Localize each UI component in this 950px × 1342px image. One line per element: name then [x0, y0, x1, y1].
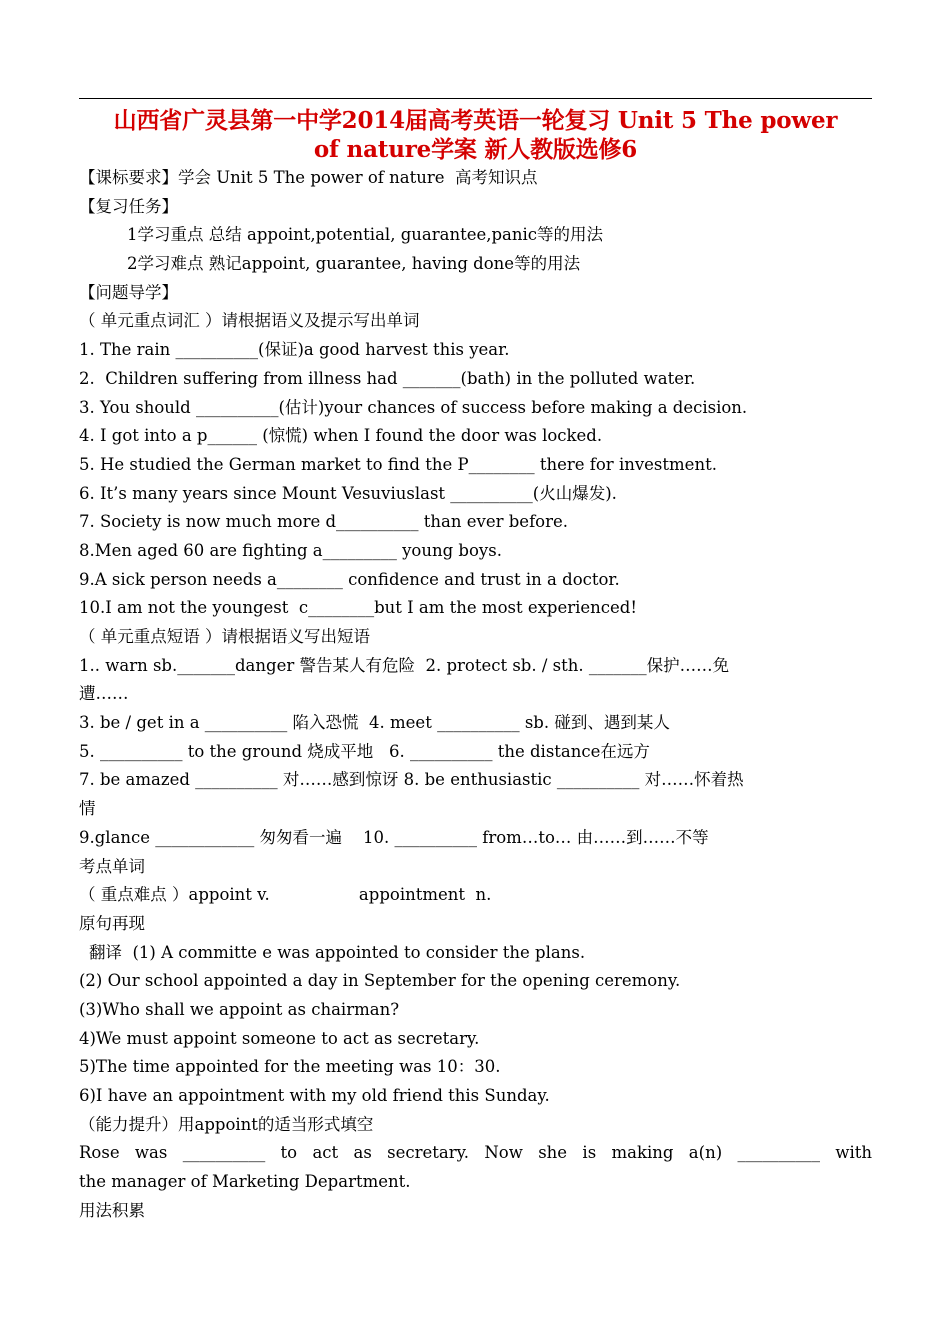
fill-in-exercise-line-1: Rose was __________ to act as secretary. Now she is making a(n) __________ with: [79, 1143, 872, 1163]
review-task-2: 2学习难点 熟记appoint, guarantee, having done等的用法: [127, 254, 581, 274]
document-title: [79, 106, 872, 164]
vocab-item-5: 5. He studied the German market to find the P________ there for investment.: [79, 454, 717, 474]
vocab-item-6: 6. It’s many years since Mount Vesuviuslast __________(火山爆发).: [79, 483, 617, 503]
document-body: [79, 164, 879, 1225]
vocab-item-2: 2. Children suffering from illness had _______(bath) in the polluted water.: [79, 368, 696, 388]
vocab-item-10: 10.I am not the youngest c________but I am the most experienced!: [79, 598, 637, 618]
key-word-appoint: （ 重点难点 ）appoint v. appointment n.: [79, 885, 492, 905]
key-words-heading: 考点单词: [79, 856, 145, 876]
translation-item-2: (2) Our school appointed a day in September for the opening ceremony.: [79, 971, 681, 991]
phrase-items-1-2-cont: 遭……: [79, 684, 129, 704]
guided-questions-heading: 【问题导学】: [79, 282, 178, 302]
vocab-item-3: 3. You should __________(估计)your chances of success before making a decision.: [79, 397, 748, 417]
title-line-2: of nature学案 新人教版选修6: [313, 136, 638, 163]
header-rule: [79, 98, 872, 99]
translation-item-4: 4)We must appoint someone to act as secretary.: [79, 1028, 480, 1048]
phrase-items-1-2: 1.. warn sb._______danger 警告某人有危险 2. protect sb. / sth. _______保护……免: [79, 655, 730, 675]
phrase-items-9-10: 9.glance ____________ 匆匆看一遍 10. __________ from…to… 由……到……不等: [79, 827, 709, 847]
usage-accumulation-heading: 用法积累: [79, 1200, 145, 1220]
phrase-items-3-4: 3. be / get in a __________ 陷入恐慌 4. meet __________ sb. 碰到、遇到某人: [79, 713, 670, 733]
vocab-item-7: 7. Society is now much more d__________ than ever before.: [79, 512, 569, 532]
review-task-1: 1学习重点 总结 appoint,potential, guarantee,panic等的用法: [127, 225, 604, 245]
vocab-section-heading: （ 单元重点词汇 ）请根据语义及提示写出单词: [79, 311, 420, 331]
translation-item-5: 5)The time appointed for the meeting was 10：30.: [79, 1057, 501, 1077]
phrase-section-heading: （ 单元重点短语 ）请根据语义写出短语: [79, 627, 370, 646]
review-tasks-heading: 【复习任务】: [79, 196, 178, 216]
course-requirements: 【课标要求】学会 Unit 5 The power of nature 高考知识点: [79, 168, 538, 187]
translation-item-3: (3)Who shall we appoint as chairman?: [79, 999, 400, 1019]
original-sentences-heading: 原句再现: [79, 913, 145, 933]
translation-item-1: 翻译 (1) A committe e was appointed to consider the plans.: [89, 942, 586, 962]
ability-heading: （能力提升）用appoint的适当形式填空: [79, 1114, 374, 1134]
phrase-items-7-8: 7. be amazed __________ 对……感到惊讶 8. be enthusiastic __________ 对……怀着热: [79, 770, 744, 790]
vocab-item-8: 8.Men aged 60 are fighting a_________ young boys.: [79, 540, 502, 560]
vocab-item-1: 1. The rain __________(保证)a good harvest this year.: [79, 340, 510, 360]
translation-item-6: 6)I have an appointment with my old friend this Sunday.: [79, 1086, 550, 1105]
phrase-items-5-6: 5. __________ to the ground 烧成平地 6. __________ the distance在远方: [79, 741, 650, 761]
fill-in-exercise-line-2: the manager of Marketing Department.: [79, 1172, 411, 1192]
title-line-1: 山西省广灵县第一中学2014届高考英语一轮复习 Unit 5 The power: [113, 107, 838, 134]
vocab-item-4: 4. I got into a p______ (惊慌) when I found the door was locked.: [79, 426, 603, 446]
phrase-items-7-8-cont: 情: [79, 799, 96, 819]
vocab-item-9: 9.A sick person needs a________ confidence and trust in a doctor.: [79, 569, 620, 589]
